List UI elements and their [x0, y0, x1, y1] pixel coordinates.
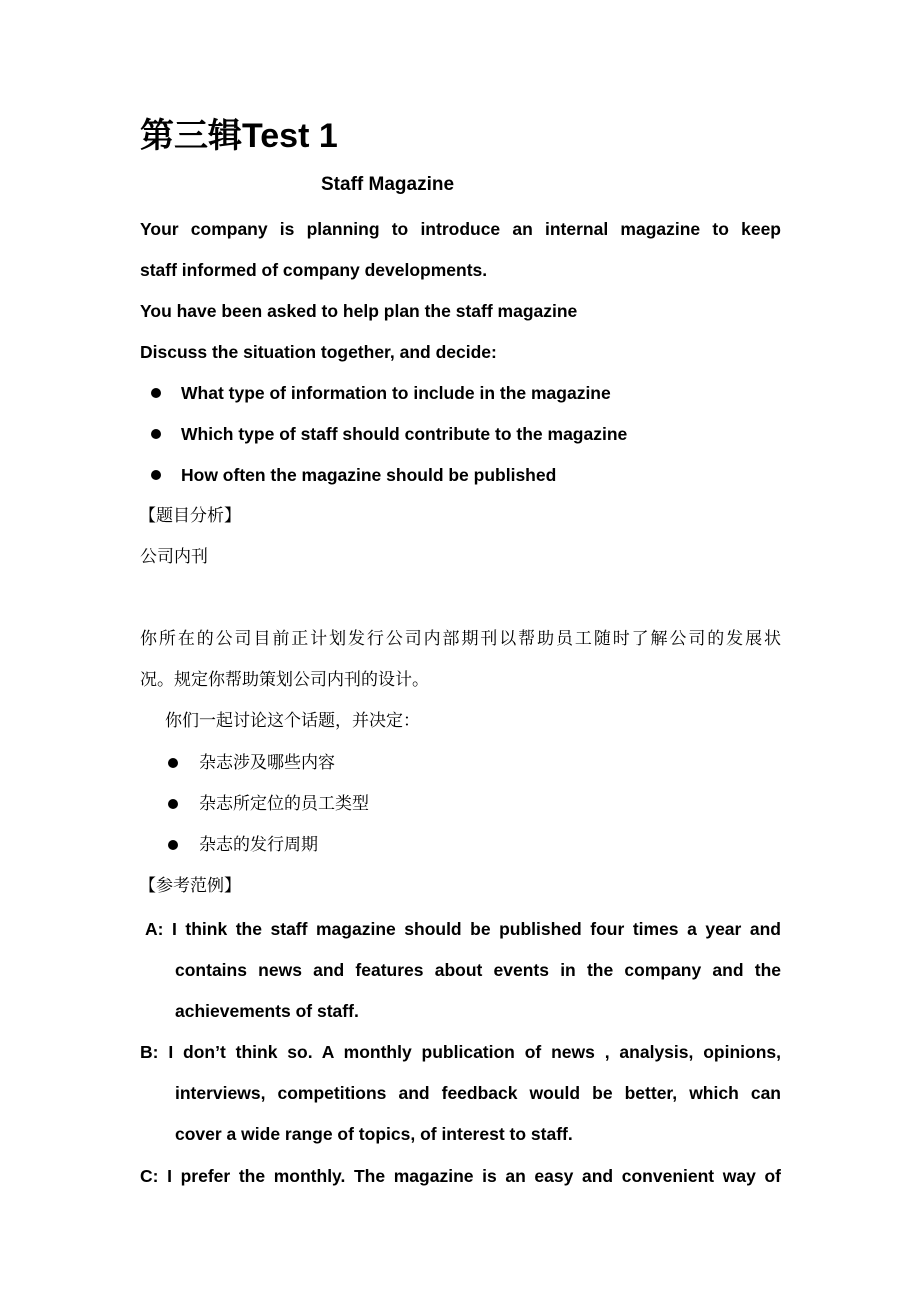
dialogue-a-line-1: A: I think the staff magazine should be published four times a year and [145, 919, 781, 939]
dialogue-a-line-3: achievements of staff. [175, 1001, 359, 1021]
analysis-heading: 【题目分析】 [139, 506, 241, 526]
dialogue-c-line-1: C: I prefer the monthly. The magazine is an easy and convenient way of [140, 1166, 781, 1186]
cn-paragraph-line-2: 况。规定你帮助策划公司内刊的设计。 [140, 670, 429, 690]
analysis-topic: 公司内刊 [140, 547, 208, 567]
dialogue-b-line-1: B: I don’t think so. A monthly publication of news , analysis, opinions, [140, 1042, 781, 1062]
bullet-dot-icon [168, 799, 178, 809]
bullet-item-en: How often the magazine should be published [181, 465, 557, 485]
dialogue-a-line-2: contains news and features about events in the company and the [175, 960, 781, 980]
bullet-dot-icon [168, 840, 178, 850]
subtitle: Staff Magazine [321, 174, 455, 195]
reference-heading: 【参考范例】 [139, 876, 241, 896]
intro-line-2: staff informed of company developments. [140, 260, 488, 280]
bullet-item-cn: 杂志的发行周期 [199, 835, 318, 855]
dialogue-b-line-3: cover a wide range of topics, of interest to staff. [175, 1124, 573, 1144]
bullet-item-cn: 杂志涉及哪些内容 [199, 753, 335, 773]
bullet-dot-icon [151, 470, 161, 480]
bullet-item-en: Which type of staff should contribute to the magazine [181, 424, 628, 444]
cn-discuss-line: 你们一起讨论这个话题，并决定： [165, 711, 420, 731]
bullet-item-cn: 杂志所定位的员工类型 [199, 794, 369, 814]
intro-line-3: You have been asked to help plan the staff magazine [140, 301, 578, 321]
page-title: 第三辑Test 1 [140, 117, 338, 155]
cn-paragraph-line-1: 你所在的公司目前正计划发行公司内部期刊以帮助员工随时了解公司的发展状 [140, 629, 781, 649]
intro-line-1: Your company is planning to introduce an internal magazine to keep [140, 219, 781, 239]
bullet-dot-icon [151, 388, 161, 398]
bullet-dot-icon [151, 429, 161, 439]
bullet-dot-icon [168, 758, 178, 768]
intro-line-4: Discuss the situation together, and decide: [140, 342, 497, 362]
dialogue-b-line-2: interviews, competitions and feedback would be better, which can [175, 1083, 781, 1103]
bullet-item-en: What type of information to include in the magazine [181, 383, 611, 403]
